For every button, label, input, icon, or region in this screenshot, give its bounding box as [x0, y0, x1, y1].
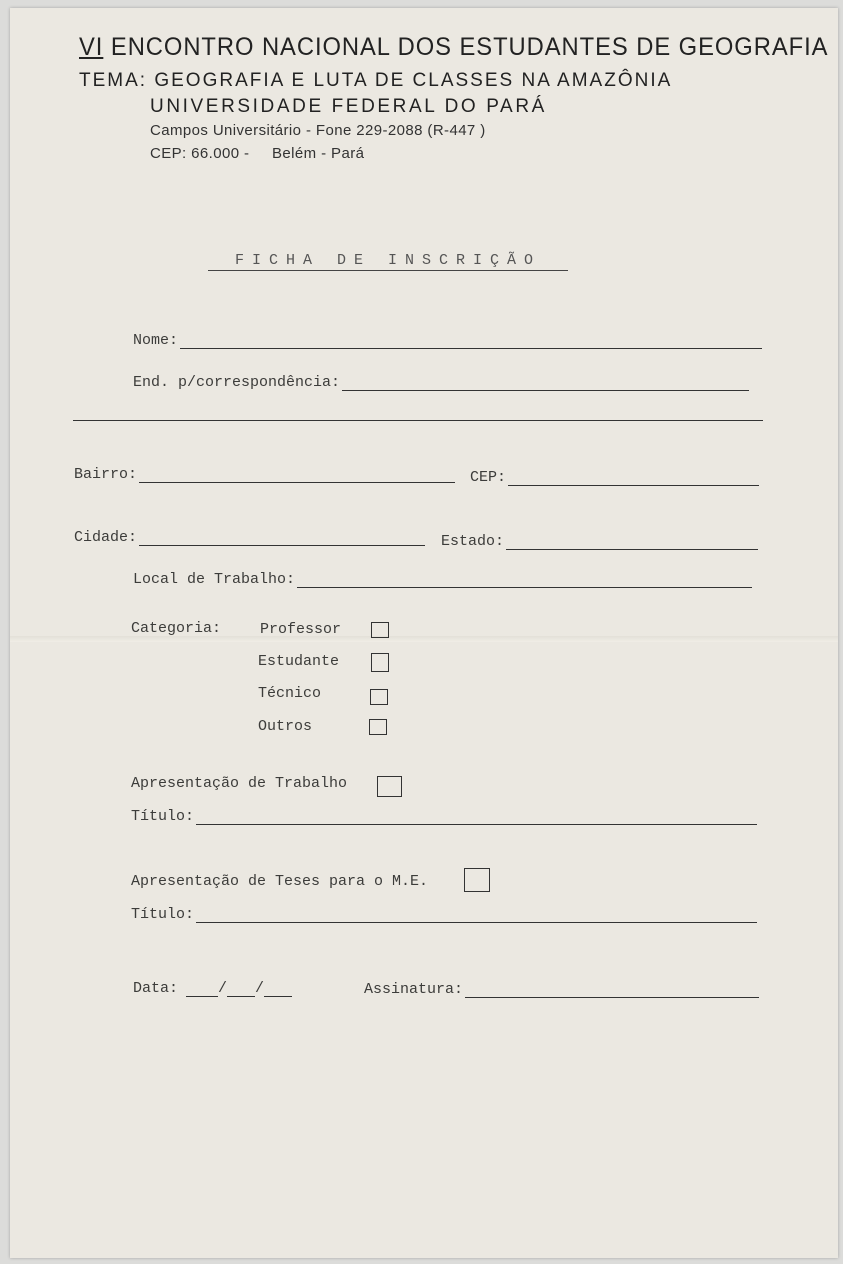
cep-city: [150, 145, 364, 162]
cep-label: CEP:: [470, 469, 507, 486]
categoria-outros-checkbox[interactable]: [369, 719, 387, 735]
categoria-professor-checkbox[interactable]: [371, 622, 389, 638]
campus-phone: Campos Universitário - Fone 229-2088 (R-447 ): [150, 122, 486, 139]
event-title: [79, 33, 828, 62]
data-separator-1: /: [218, 980, 228, 997]
university-name: UNIVERSIDADE FEDERAL DO PARÁ: [150, 96, 547, 117]
titulo-trabalho-field[interactable]: [196, 810, 757, 825]
endereco-label: End. p/correspondência:: [133, 374, 341, 391]
data-separator-2: /: [255, 980, 265, 997]
titulo-trabalho-row: [131, 808, 757, 825]
apresentacao-trabalho-label: Apresentação de Trabalho: [131, 775, 348, 792]
endereco-field[interactable]: [342, 376, 749, 391]
cep-field[interactable]: [508, 471, 759, 486]
assinatura-label: Assinatura:: [364, 981, 464, 998]
estado-label: Estado:: [441, 533, 505, 550]
endereco-field-continuation[interactable]: [73, 406, 763, 421]
local-trabalho-field[interactable]: [297, 573, 752, 588]
data-day-field[interactable]: [186, 982, 218, 997]
data-month-field[interactable]: [227, 982, 255, 997]
apresentacao-teses-label: Apresentação de Teses para o M.E.: [131, 873, 429, 890]
assinatura-row: [364, 981, 759, 998]
endereco-row: [133, 374, 749, 391]
apresentacao-trabalho-checkbox[interactable]: [377, 776, 402, 797]
estado-field[interactable]: [506, 535, 758, 550]
categoria-tecnico-label: Técnico: [258, 685, 322, 702]
nome-row: [133, 332, 762, 349]
bairro-field[interactable]: [139, 468, 455, 483]
apresentacao-teses-checkbox[interactable]: [464, 868, 490, 892]
bairro-label: Bairro:: [74, 466, 138, 483]
categoria-tecnico-checkbox[interactable]: [370, 689, 388, 705]
data-label: Data:: [133, 980, 179, 997]
event-title-text: ENCONTRO NACIONAL DOS ESTUDANTES DE GEOGRAFIA: [110, 33, 829, 61]
cidade-field[interactable]: [139, 531, 425, 546]
assinatura-field[interactable]: [465, 983, 759, 998]
roman-numeral: VI: [79, 33, 104, 61]
cep-row: [470, 469, 759, 486]
categoria-estudante-checkbox[interactable]: [371, 653, 389, 672]
theme-line: TEMA: GEOGRAFIA E LUTA DE CLASSES NA AMAZÔNIA: [79, 70, 673, 91]
titulo-trabalho-label: Título:: [131, 808, 195, 825]
city-value: Belém - Pará: [272, 145, 365, 162]
bairro-row: [74, 466, 455, 483]
categoria-label: Categoria:: [131, 620, 222, 637]
nome-field[interactable]: [180, 334, 762, 349]
estado-row: [441, 533, 758, 550]
categoria-outros-label: Outros: [258, 718, 313, 735]
titulo-teses-label: Título:: [131, 906, 195, 923]
form-title: FICHA DE INSCRIÇÃO: [208, 252, 568, 271]
cidade-label: Cidade:: [74, 529, 138, 546]
data-row: [133, 980, 292, 997]
titulo-teses-field[interactable]: [196, 908, 757, 923]
cep-value: CEP: 66.000 -: [150, 145, 250, 162]
cidade-row: [74, 529, 425, 546]
local-trabalho-row: [133, 571, 752, 588]
data-year-field[interactable]: [264, 982, 292, 997]
nome-label: Nome:: [133, 332, 179, 349]
categoria-estudante-label: Estudante: [258, 653, 340, 670]
titulo-teses-row: [131, 906, 757, 923]
local-trabalho-label: Local de Trabalho:: [133, 571, 296, 588]
categoria-professor-label: Professor: [260, 621, 342, 638]
